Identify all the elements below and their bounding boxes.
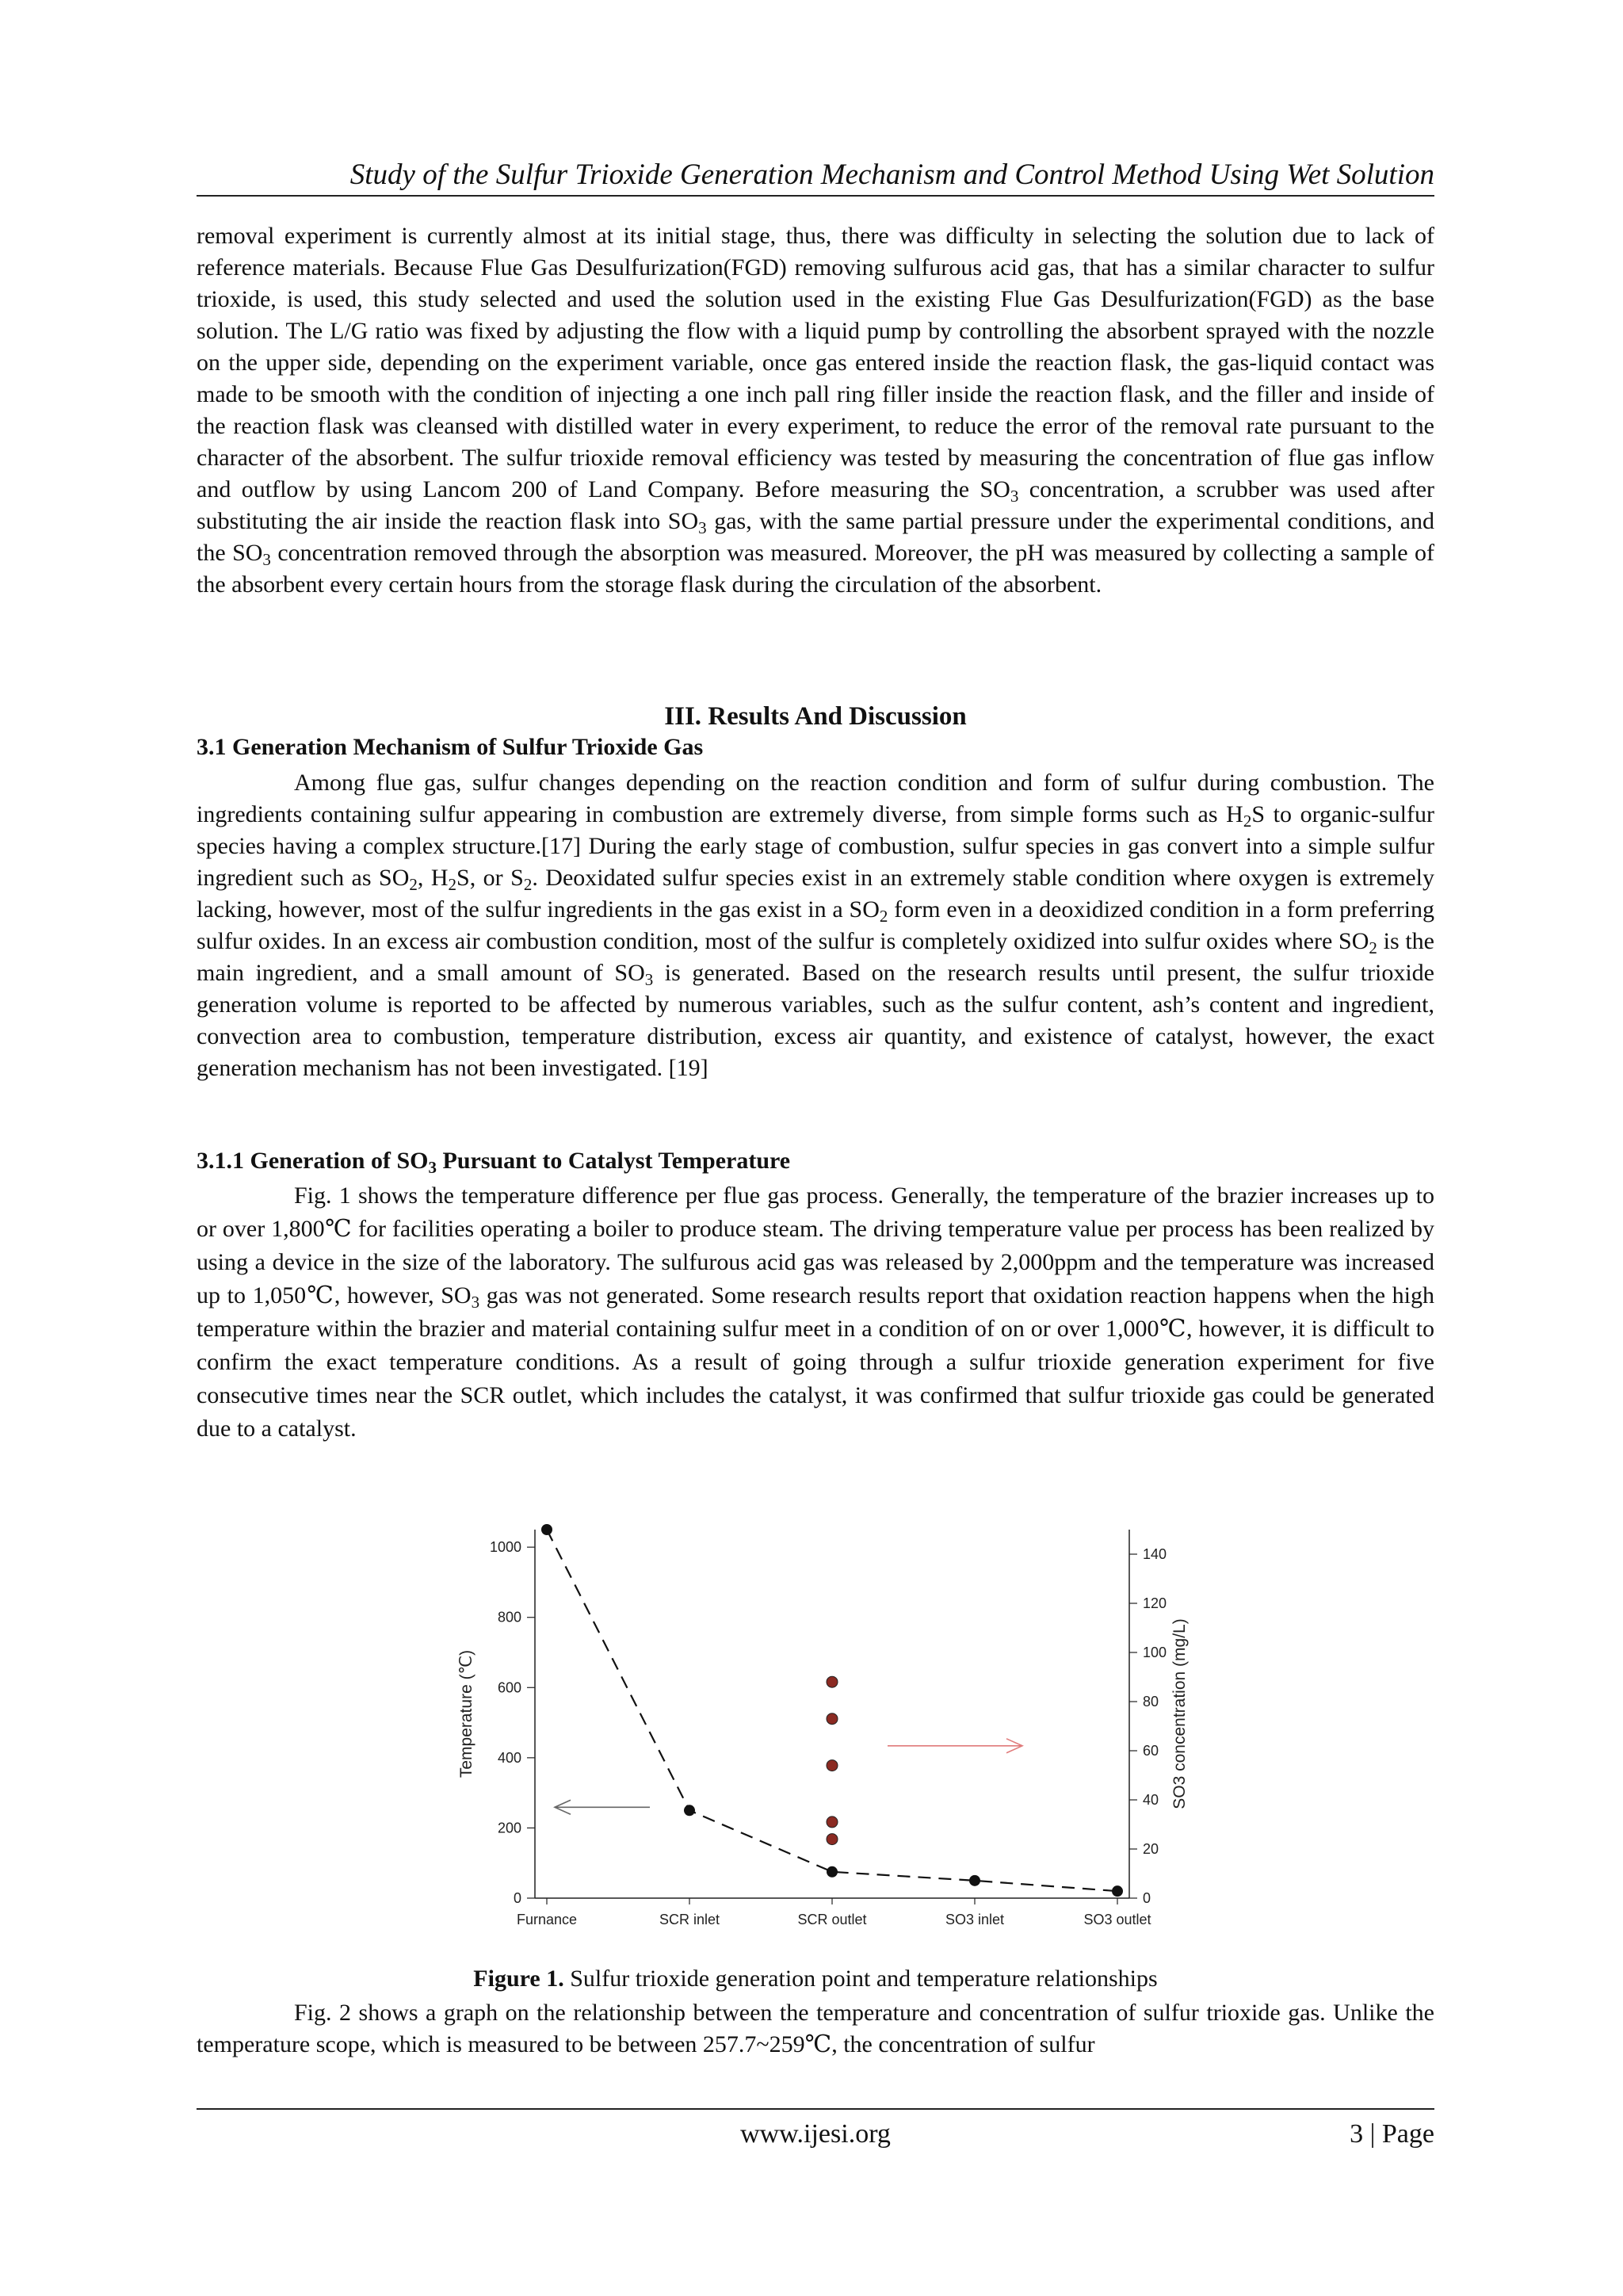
text: gas, with the same partial pressure under the experimental conditions, and the SO [197,508,1434,566]
so3-point [827,1676,838,1687]
y2-tick-label: 60 [1143,1743,1159,1759]
subscript: 3 [1010,487,1019,506]
paragraph-mechanism [197,767,1434,1084]
subsubsection-heading [197,1148,790,1175]
x-tick-label: SO3 outlet [1083,1912,1151,1927]
text: Fig. 1 shows the temperature difference per flue gas process. Generally, the temperature of the brazier increases up to or over 1,800℃ for facilities operating a boiler to produce steam. The driving temperature value per process has been realized by using a device in the size of the laboratory. The sulfurous acid gas was released by 2,000ppm and the temperature was increased up to 1,050℃, however, SO [197,1182,1434,1308]
text: removal experiment is currently almost at its initial stage, thus, there was difficulty in selecting the solution due to lack of reference materials. Because Flue Gas Desulfurization(FGD) removing sulfurous acid gas, that has a similar character to sulfur trioxide, is used, this study selected and used the solution used in the existing Flue Gas Desulfurization(FGD) as the base solution. The L/G ratio was fixed by adjusting the flow with a liquid pump by controlling the absorbent sprayed with the nozzle on the upper side, depending on the experiment variable, once gas entered inside the reaction flask, the gas-liquid contact was made to be smooth with the condition of injecting a one inch pall ring filler inside the reaction flask, and the filler and inside of the reaction flask was cleansed with distilled water in every experiment, to reduce the error of the removal rate pursuant to the character of the absorbent. The sulfur trioxide removal efficiency was tested by measuring the concentration of flue gas inflow and outflow by using Lancom 200 of Land Company. Before measuring the SO [197,223,1434,502]
text: S, or S [456,865,524,891]
x-tick-label: SO3 inlet [945,1912,1005,1927]
paragraph-fig2 [197,1997,1434,2061]
text: Pursuant to Catalyst Temperature [437,1148,791,1174]
y2-tick-label: 80 [1143,1694,1159,1710]
text: S to organic-sulfur species having a complex structure.[17] During the early stage of combustion, sulfur species in gas convert into a simple sulfur ingredient such as SO [197,801,1434,891]
text: 3.1.1 Generation of SO [197,1148,429,1174]
y2-axis-label: SO3 concentration (mg/L) [1170,1618,1189,1809]
subscript: 2 [1369,938,1377,957]
footer-site: www.ijesi.org [740,2119,891,2149]
so3-point [827,1713,838,1725]
subsection-heading: 3.1 Generation Mechanism of Sulfur Trioxide Gas [197,734,704,760]
figure-1-chart [444,1514,1189,1942]
y2-tick-label: 140 [1143,1546,1167,1562]
y-axis-label: Temperature (℃) [457,1649,475,1778]
subscript: 2 [448,875,457,894]
text: is generated. Based on the research results until present, the sulfur trioxide generation volume is reported to be affected by numerous variables, such as the sulfur content, ash’s content and ingredient, convection area to combustion, temperature distribution, excess air quantity, and existence of catalyst, however, the exact generation mechanism has not been investigated. [19] [197,960,1434,1081]
subscript: 2 [409,875,418,894]
text: Fig. 2 shows a graph on the relationship between the temperature and concentration of sulfur trioxide gas. Unlike the temperature scope, which is measured to be between 257.7~259℃, the concentration of sulfur [197,2000,1434,2057]
y2-tick-label: 0 [1143,1890,1151,1906]
y-tick-label: 0 [513,1890,521,1906]
text: is the main ingredient, and a small amount of SO [197,928,1434,986]
paragraph-catalyst [197,1179,1434,1446]
subscript: 3 [262,550,271,569]
text: concentration, a scrubber was used after substituting the air inside the reaction flask into SO [197,476,1435,534]
footer-page-number: 3 | Page [1350,2119,1434,2149]
figure-caption [197,1966,1434,1992]
y-tick-label: 1000 [489,1539,521,1556]
text: gas was not generated. Some research results report that oxidation reaction happens when the high temperature within the brazier and material containing sulfur meet in a condition of on or over 1,000℃, however, it is difficult to confirm the exact temperature conditions. As a result of going through a sulfur trioxide generation experiment for five consecutive times near the SCR outlet, which includes the catalyst, it was confirmed that sulfur trioxide gas could be generated due to a catalyst. [197,1282,1434,1442]
so3-point [827,1760,838,1771]
temperature-point [827,1866,838,1878]
y-tick-label: 600 [497,1679,521,1696]
text: Among flue gas, sulfur changes depending on the reaction condition and form of sulfur during combustion. The ingredients containing sulfur appearing in combustion are extremely diverse, from simple forms such as H [197,770,1434,827]
subscript: 3 [471,1293,480,1312]
y-tick-label: 200 [497,1820,521,1836]
subscript: 2 [523,875,533,894]
y2-tick-label: 120 [1143,1595,1167,1611]
section-heading: III. Results And Discussion [664,702,967,731]
subscript: 3 [698,518,707,537]
text: . Deoxidated sulfur species exist in an extremely stable condition where oxygen is extremely lacking, however, most of the sulfur ingredients in the gas exist in a SO [197,865,1434,923]
page-footer [197,2108,1434,2157]
caption-text: Sulfur trioxide generation point and temperature relationships [563,1966,1158,1992]
plot-area [457,1524,1189,1927]
temperature-point [1112,1885,1123,1897]
subscript: 3 [644,970,654,989]
temperature-point [541,1524,552,1535]
y-tick-label: 400 [497,1749,521,1766]
caption-label: Figure 1. [473,1966,564,1992]
text: form even in a deoxidized condition in a form preferring sulfur oxides. In an excess air combustion condition, most of the sulfur is completely oxidized into sulfur oxides where SO [197,896,1434,954]
x-tick-label: SCR outlet [797,1912,867,1927]
y2-tick-label: 40 [1143,1792,1159,1808]
so3-point [827,1817,838,1828]
x-tick-label: SCR inlet [659,1912,720,1927]
y2-tick-label: 20 [1143,1841,1159,1857]
text: concentration removed through the absorption was measured. Moreover, the pH was measured by collecting a sample of the absorbent every certain hours from the storage flask during the circulation of the absorbent. [197,540,1435,598]
y-tick-label: 800 [497,1609,521,1626]
paragraph-method [197,220,1434,601]
x-tick-label: Furnance [516,1912,578,1927]
y2-tick-label: 100 [1143,1645,1167,1660]
subscript: 2 [879,907,888,926]
temperature-point [684,1805,695,1816]
so3-point [827,1834,838,1845]
subscript: 3 [428,1158,437,1177]
running-title: Study of the Sulfur Trioxide Generation Mechanism and Control Method Using Wet Solution [349,159,1434,191]
subscript: 2 [1243,812,1252,831]
running-header [197,155,1434,197]
temperature-point [969,1875,980,1886]
text: , H [417,865,449,891]
